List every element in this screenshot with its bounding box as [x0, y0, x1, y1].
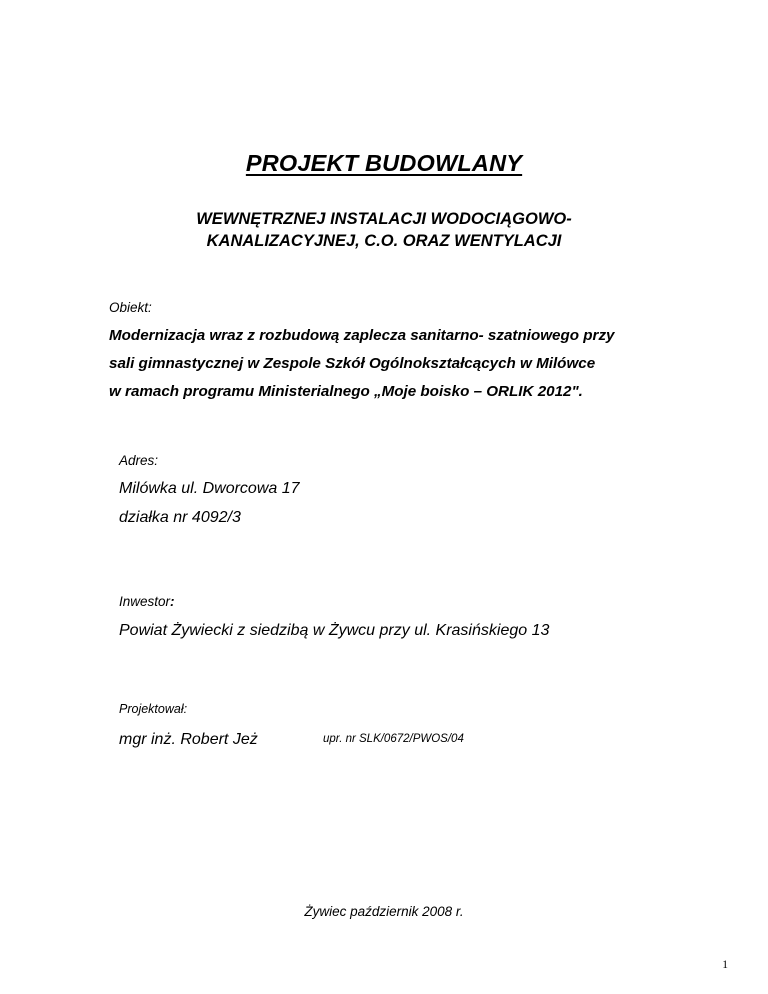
subtitle-line: WEWNĘTRZNEJ INSTALACJI WODOCIĄGOWO- [196, 210, 572, 228]
projektowal-label: Projektował: [119, 702, 188, 716]
adres-block [119, 474, 300, 532]
obiekt-line: Modernizacja wraz z rozbudową zaplecza sanitarno- szatniowego przy [109, 327, 615, 344]
inwestor-label-text: Inwestor [119, 594, 171, 609]
inwestor-label [119, 594, 175, 609]
permission-number: upr. nr SLK/0672/PWOS/04 [323, 733, 464, 745]
page-number: 1 [722, 959, 728, 971]
place-date: Żywiec październik 2008 r. [304, 904, 464, 919]
document-subtitle [0, 208, 768, 252]
obiekt-line: w ramach programu Ministerialnego „Moje boisko – ORLIK 2012". [109, 383, 583, 400]
inwestor-label-colon: : [170, 594, 175, 609]
adres-label: Adres: [119, 453, 159, 468]
adres-line: działka nr 4092/3 [119, 509, 241, 526]
inwestor-value: Powiat Żywiecki z siedzibą w Żywcu przy ul. Krasińskiego 13 [119, 622, 550, 639]
obiekt-line: sali gimnastycznej w Zespole Szkół Ogólnokształcących w Milówce [109, 355, 596, 372]
adres-line: Milówka ul. Dworcowa 17 [119, 480, 300, 497]
obiekt-label: Obiekt: [109, 300, 152, 315]
designer-name: mgr inż. Robert Jeż [119, 731, 258, 748]
subtitle-line: KANALIZACYJNEJ, C.O. ORAZ WENTYLACJI [206, 232, 562, 250]
document-title: PROJEKT BUDOWLANY [245, 150, 523, 176]
obiekt-description [109, 322, 615, 406]
